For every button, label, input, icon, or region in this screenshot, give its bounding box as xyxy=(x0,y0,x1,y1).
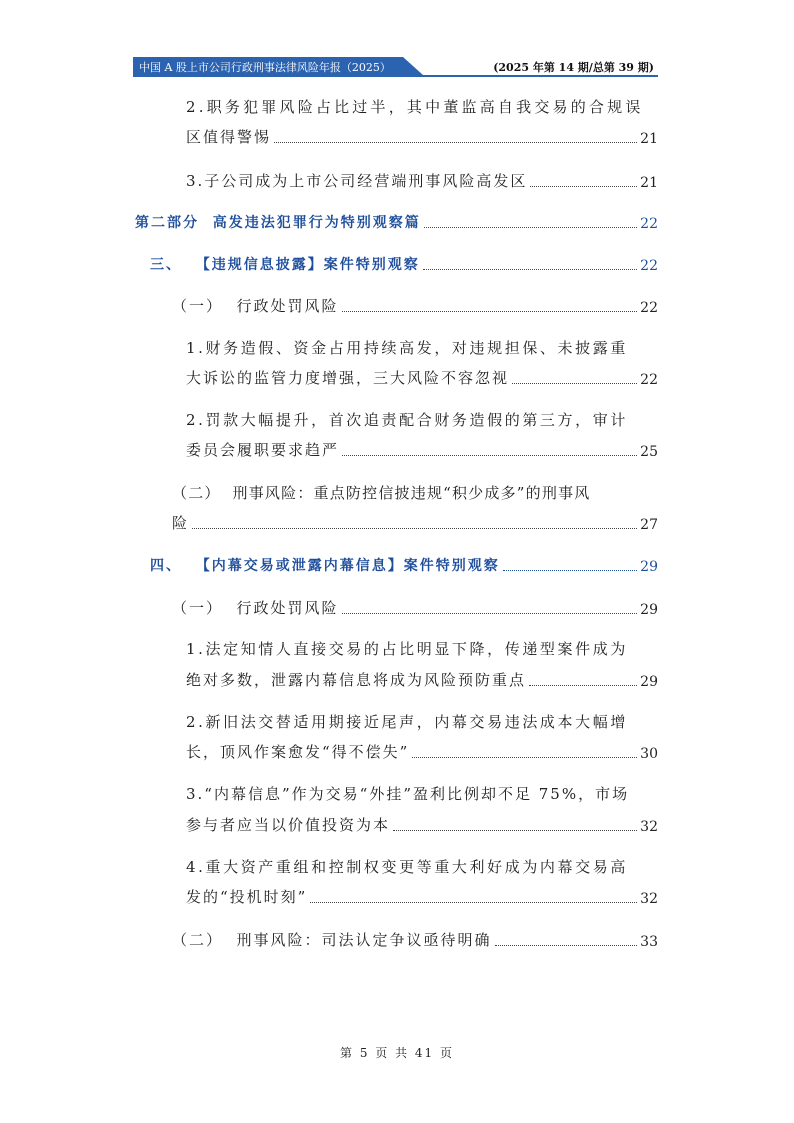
toc-page-number: 29 xyxy=(640,674,658,690)
toc-entry[interactable] xyxy=(186,170,658,191)
toc-entry[interactable] xyxy=(172,929,658,950)
toc-entry[interactable] xyxy=(186,741,658,762)
toc-entry[interactable] xyxy=(186,711,658,732)
toc-entry-text: 四、 【内幕交易或泄露内幕信息】案件特别观察 xyxy=(150,558,500,574)
toc-entry-text: 第二部分 高发违法犯罪行为特别观察篇 xyxy=(135,215,421,231)
toc-entry[interactable] xyxy=(172,295,658,316)
toc-entry-text: 委员会履职要求趋严 xyxy=(186,441,340,459)
toc-page-number: 22 xyxy=(640,372,658,388)
toc-entry[interactable] xyxy=(186,367,658,388)
toc-leader xyxy=(342,455,637,456)
toc-page-number: 21 xyxy=(640,131,658,147)
toc-entry-text: （一） 行政处罚风险 xyxy=(172,297,339,315)
toc-entry[interactable] xyxy=(172,512,658,533)
toc-entry-text: 三、 【违规信息披露】案件特别观察 xyxy=(150,257,420,273)
toc-entry[interactable] xyxy=(172,597,658,618)
page-footer: 第 5 页 共 41 页 xyxy=(340,1046,454,1060)
toc-leader xyxy=(512,383,637,384)
toc-entry[interactable] xyxy=(186,409,658,430)
toc-entry-text: 2.职务犯罪风险占比过半，其中董监高自我交易的合规误 xyxy=(186,98,644,116)
page-header xyxy=(133,57,658,75)
toc-entry[interactable] xyxy=(186,638,658,659)
toc-leader xyxy=(529,685,637,686)
toc-entry-text: 区值得警惕 xyxy=(186,128,272,146)
toc-page-number: 21 xyxy=(640,175,658,191)
toc-leader xyxy=(424,227,637,228)
toc-leader xyxy=(503,570,637,571)
header-rule xyxy=(133,75,658,77)
toc-section-heading[interactable] xyxy=(150,555,658,575)
toc-entry[interactable] xyxy=(186,886,658,907)
toc-page-number: 32 xyxy=(640,819,658,835)
header-title: 中国 A 股上市公司行政刑事法律风险年报（2025） xyxy=(139,61,391,74)
toc-page-number: 30 xyxy=(640,746,658,762)
toc-entry[interactable] xyxy=(172,482,658,503)
toc-leader xyxy=(495,945,638,946)
toc-entry-text: 长，顶风作案愈发“得不偿失” xyxy=(186,743,410,761)
toc-entry-text: 1.法定知情人直接交易的占比明显下降，传递型案件成为 xyxy=(186,640,628,658)
toc-entry-text: （二） 刑事风险：司法认定争议亟待明确 xyxy=(172,931,492,949)
toc-leader xyxy=(423,269,637,270)
toc-entry[interactable] xyxy=(186,439,658,460)
toc-page-number: 32 xyxy=(640,891,658,907)
toc-page-number: 22 xyxy=(640,258,658,274)
toc-entry-text: （一） 行政处罚风险 xyxy=(172,599,339,617)
toc-leader xyxy=(192,528,637,529)
toc-entry[interactable] xyxy=(186,126,658,147)
toc-entry-text: 3.子公司成为上市公司经营端刑事风险高发区 xyxy=(186,172,528,190)
header-issue: (2025 年第 14 期/总第 39 期) xyxy=(493,61,654,74)
toc-page-number: 22 xyxy=(640,300,658,316)
toc-page-number: 27 xyxy=(640,517,658,533)
toc-leader xyxy=(342,311,638,312)
toc-leader xyxy=(412,757,637,758)
toc-leader xyxy=(274,142,637,143)
toc-entry-text: 险 xyxy=(172,514,190,532)
toc-entry-text: （二） 刑事风险：重点防控信披违规“积少成多”的刑事风 xyxy=(172,484,591,502)
toc-entry[interactable] xyxy=(186,856,658,877)
toc-entry-text: 1.财务造假、资金占用持续高发，对违规担保、未披露重 xyxy=(186,339,628,357)
toc-entry-2-continued[interactable] xyxy=(186,96,658,117)
toc-entry-text: 2.罚款大幅提升，首次追责配合财务造假的第三方，审计 xyxy=(186,411,628,429)
toc-entry-text: 大诉讼的监管力度增强，三大风险不容忽视 xyxy=(186,369,510,387)
toc-page-number: 33 xyxy=(640,934,658,950)
toc-page-number: 25 xyxy=(640,444,658,460)
toc-leader xyxy=(393,830,637,831)
toc-entry-text: 4.重大资产重组和控制权变更等重大利好成为内幕交易高 xyxy=(186,858,628,876)
toc-leader xyxy=(310,902,637,903)
toc-page-number: 29 xyxy=(640,602,658,618)
toc-entry-text: 发的“投机时刻” xyxy=(186,888,308,906)
toc-part-heading[interactable] xyxy=(135,212,658,232)
toc-entry-text: 参与者应当以价值投资为本 xyxy=(186,816,391,834)
toc-leader xyxy=(530,186,637,187)
toc-entry[interactable] xyxy=(186,669,658,690)
toc-entry[interactable] xyxy=(186,337,658,358)
toc-entry-text: 2.新旧法交替适用期接近尾声，内幕交易违法成本大幅增 xyxy=(186,713,628,731)
toc-entry[interactable] xyxy=(186,814,658,835)
toc-page-number: 29 xyxy=(640,559,658,575)
toc-leader xyxy=(342,613,638,614)
toc-entry-text: 3.“内幕信息”作为交易“外挂”盈利比例却不足 75%，市场 xyxy=(186,785,630,803)
toc-section-heading[interactable] xyxy=(150,254,658,274)
toc-entry[interactable] xyxy=(186,783,658,804)
toc-entry-text: 绝对多数，泄露内幕信息将成为风险预防重点 xyxy=(186,671,527,689)
toc-page-number: 22 xyxy=(640,216,658,232)
